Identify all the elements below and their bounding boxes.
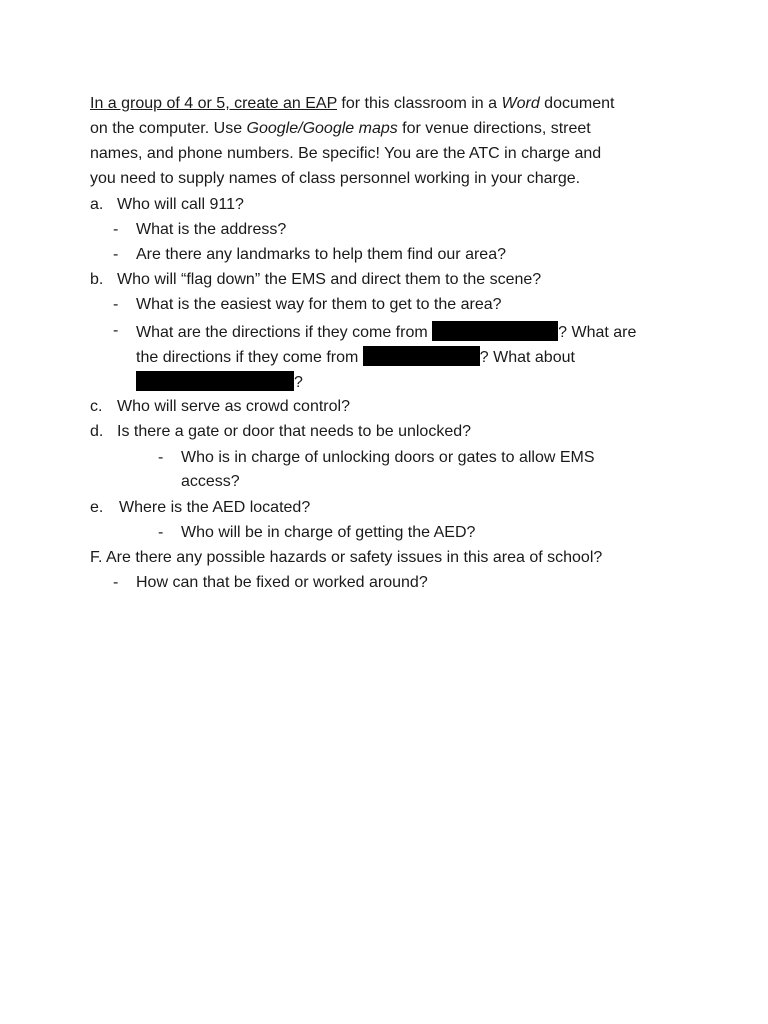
item-b-sub-1: What is the easiest way for them to get to the area? — [136, 296, 502, 313]
directions-text: ? What are — [558, 324, 637, 341]
intro-line-1 — [90, 94, 614, 114]
directions-text: ? What about — [479, 349, 575, 366]
dash-marker: - — [113, 322, 119, 339]
item-b-sub-2-line-2 — [136, 346, 575, 366]
dash-marker: - — [158, 449, 164, 466]
redaction-box — [136, 371, 294, 391]
intro-line-2 — [90, 119, 591, 139]
list-marker-d: d. — [90, 423, 104, 440]
dash-marker: - — [113, 296, 119, 313]
list-marker-c: c. — [90, 398, 103, 415]
dash-marker: - — [113, 574, 119, 591]
intro-text: for venue directions, street — [397, 120, 591, 137]
google-italic: Google/Google maps — [246, 120, 398, 137]
intro-line-4: you need to supply names of class personnel working in your charge. — [90, 170, 581, 187]
item-b-sub-2-line-3 — [136, 371, 303, 391]
intro-text: for this classroom in a — [336, 95, 502, 112]
item-c-text: Who will serve as crowd control? — [117, 398, 350, 415]
list-marker-e: e. — [90, 499, 104, 516]
intro-line-3: names, and phone numbers. Be specific! You are the ATC in charge and — [90, 145, 602, 162]
item-f-sub: How can that be fixed or worked around? — [136, 574, 428, 591]
item-b-sub-2-line-1 — [136, 321, 636, 341]
word-italic: Word — [501, 95, 540, 112]
directions-text: the directions if they come from — [136, 349, 363, 366]
intro-underlined-text: In a group of 4 or 5, create an EAP — [90, 95, 337, 112]
redaction-box — [363, 346, 480, 366]
intro-text: document — [539, 95, 615, 112]
item-f-text: F. Are there any possible hazards or safety issues in this area of school? — [90, 549, 603, 566]
directions-text: What are the directions if they come from — [136, 324, 433, 341]
directions-text: ? — [294, 374, 303, 391]
list-marker-a: a. — [90, 196, 104, 213]
dash-marker: - — [113, 221, 119, 238]
item-a-text: Who will call 911? — [117, 196, 244, 213]
item-a-sub-1: What is the address? — [136, 221, 287, 238]
dash-marker: - — [158, 524, 164, 541]
item-e-text: Where is the AED located? — [119, 499, 311, 516]
item-d-text: Is there a gate or door that needs to be unlocked? — [117, 423, 472, 440]
dash-marker: - — [113, 246, 119, 263]
intro-text: on the computer. Use — [90, 120, 247, 137]
item-a-sub-2: Are there any landmarks to help them find our area? — [136, 246, 506, 263]
redaction-box — [432, 321, 558, 341]
list-marker-b: b. — [90, 271, 104, 288]
item-e-sub: Who will be in charge of getting the AED? — [181, 524, 476, 541]
item-d-sub-line-2: access? — [181, 473, 240, 490]
item-b-text: Who will “flag down” the EMS and direct them to the scene? — [117, 271, 542, 288]
item-d-sub-line-1: Who is in charge of unlocking doors or gates to allow EMS — [181, 449, 595, 466]
